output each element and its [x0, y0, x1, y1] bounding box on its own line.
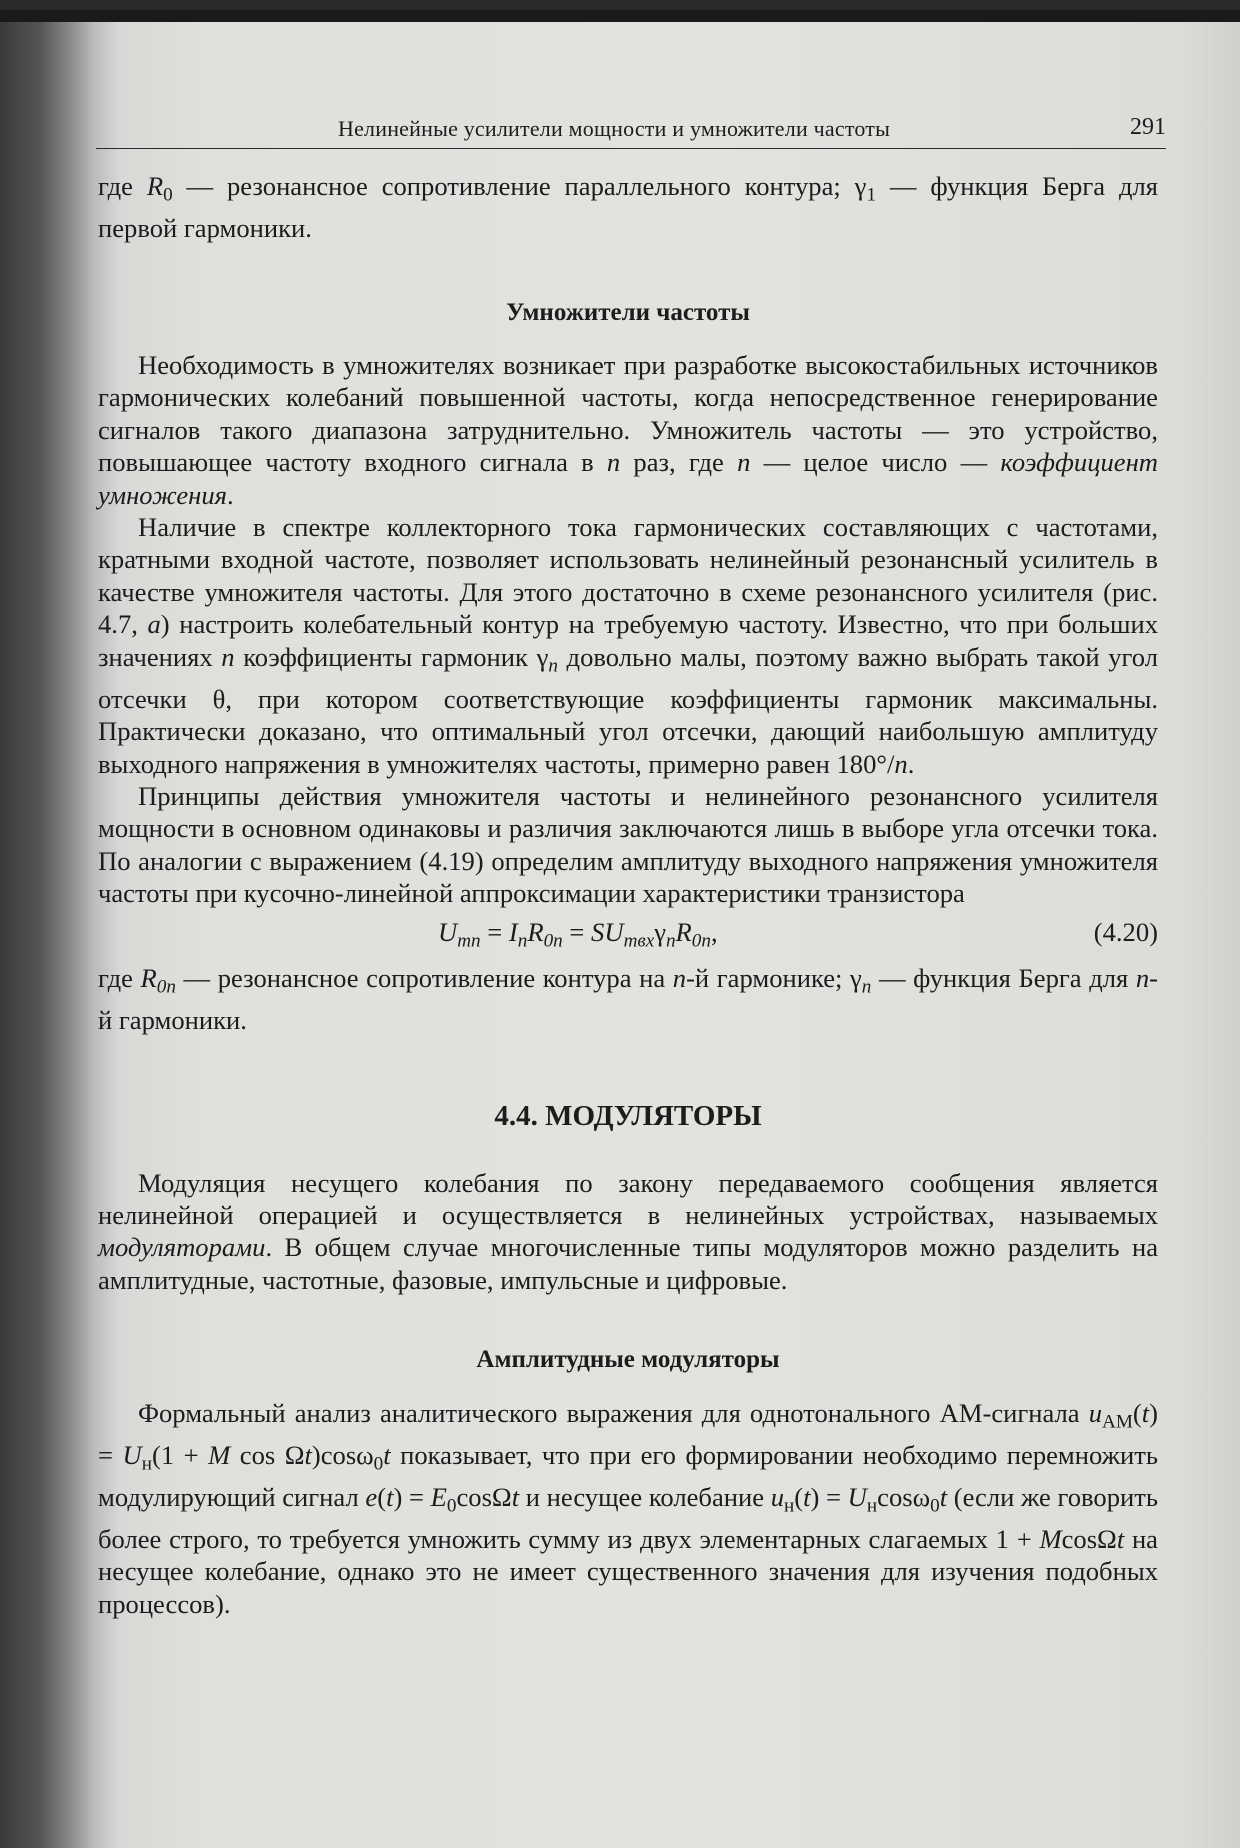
paragraph-harmonics: [98, 511, 1158, 780]
formula-expression: $U_{mn} = I_nR_{0n} = SU_{mвх}\gamma_nR_{0n}$,: [438, 916, 718, 952]
running-title: Нелинейные усилители мощности и умножители частоты: [338, 116, 891, 141]
symbol-n: n: [737, 447, 751, 478]
text: где: [98, 962, 141, 993]
subscript: 0n: [156, 976, 176, 998]
symbol-r: R: [146, 171, 164, 201]
formula-4-20: [98, 916, 1158, 956]
term-multiplication-factor: коэффициент умножения: [98, 447, 1158, 510]
term-modulators: модуляторами: [98, 1232, 266, 1263]
text: коэффициенты гармоник γ: [234, 641, 549, 672]
text: Модуляция несущего колебания по закону передаваемого сообщения является нелинейной операцией и осуществляется в нелинейных устройствах, называемых: [98, 1167, 1158, 1230]
text: Необходимость в умножителях возникает при разработке высокостабильных источников гармонических колебаний повышенной частоты, когда непосредственное генерирование сигналов такого диапазона затруднительно. Умножитель частоты — это устройство, повышающее частоту входного сигнала в: [98, 349, 1158, 478]
paragraph-principles: [98, 780, 1158, 910]
section-heading-multipliers: Умножители частоты: [506, 298, 750, 326]
page-header: [96, 114, 1166, 149]
symbol-n: n: [894, 748, 908, 779]
figure-ref: а: [147, 609, 161, 640]
page-content: [98, 170, 1158, 1620]
section-heading-modulators: 4.4. МОДУЛЯТОРЫ: [494, 1100, 762, 1133]
text: — целое число —: [750, 447, 1001, 478]
text: . В общем случае многочисленные типы модуляторов можно разделить на амплитудные, частотные, фазовые, импульсные и цифровые.: [98, 1232, 1158, 1295]
text: .: [226, 479, 234, 510]
text: Принципы действия умножителя частоты и нелинейного резонансного усилителя мощности в основном одинаковы и различия заключаются лишь в выборе угла отсечки тока. По аналогии с выражением (4.19) определим амплитуду выходного напряжения умножителя частоты при кусочно-линейной аппроксимации характеристики транзистора: [98, 780, 1158, 909]
book-page: [0, 10, 1240, 1848]
text: — резонансное сопротивление контура на: [175, 962, 673, 993]
text: — функция Берга для первой гармоники.: [98, 171, 1158, 244]
formula-number: (4.20): [1093, 916, 1158, 947]
paragraph-multiplier-intro: [98, 349, 1158, 511]
text: -й гармонике; γ: [686, 962, 862, 993]
paragraph-modulation: [98, 1167, 1158, 1297]
text: — функция Берга для: [871, 962, 1136, 993]
paragraph-am-analysis: Формальный анализ аналитического выражения для однотонального АМ-сигнала $u_{AM}(t) = U_н(1 + M$ cos Ωt)cosω$_0$t показывает, что при его формировании необходимо перемножить модулирующий сигнал $e(t) = E_0\cos\Omega t$ и несущее колебание $u_н(t) = U_н\cos\omega_0t$ (если же говорить более строго, то требуется умножить сумму из двух элементарных слагаемых 1 + McosΩt на несущее колебание, однако это не имеет существенного значения для изучения подобных процессов).: [98, 1397, 1159, 1619]
text: Наличие в спектре коллекторного тока гармонических составляющих с частотами, кратными входной частоте, позволяет использовать нелинейный резонансный усилитель в качестве умножителя частоты. Для этого достаточно в схеме резонансного усилителя (рис. 4.7,: [98, 511, 1158, 640]
text: — резонансное сопротивление параллельного контура; γ: [172, 171, 867, 201]
symbol-n: n: [672, 962, 687, 993]
section-heading-amplitude-modulators: Амплитудные модуляторы: [476, 1346, 780, 1374]
symbol-n: n: [221, 641, 235, 672]
subscript: n: [548, 655, 558, 677]
page-number: 291: [1130, 114, 1166, 140]
text: довольно малы, поэтому важно выбрать такой угол отсечки θ, при котором соответствующие коэффициенты гармоник максимальны. Практически доказано, что оптимальный угол отсечки, дающий наибольшую амплитуду выходного напряжения в умножителях частоты, примерно равен 180°/: [98, 641, 1158, 779]
subscript: n: [861, 976, 872, 998]
text: .: [907, 748, 915, 779]
paragraph-r0-definition: [98, 170, 1158, 245]
paragraph-r0n-definition: [98, 962, 1158, 1037]
symbol-r: R: [140, 962, 157, 993]
text: ) настроить колебательный контур на требуемую частоту. Известно, что при больших значениях: [98, 609, 1159, 672]
symbol-n: n: [1135, 962, 1150, 993]
symbol-n: n: [606, 447, 621, 478]
text: раз, где: [620, 447, 738, 478]
text: где: [98, 171, 147, 201]
subscript: 1: [866, 184, 877, 206]
text: -й гармоники.: [98, 962, 1158, 1035]
subscript: 0: [163, 184, 173, 206]
page-top-edge: [0, 10, 1240, 22]
